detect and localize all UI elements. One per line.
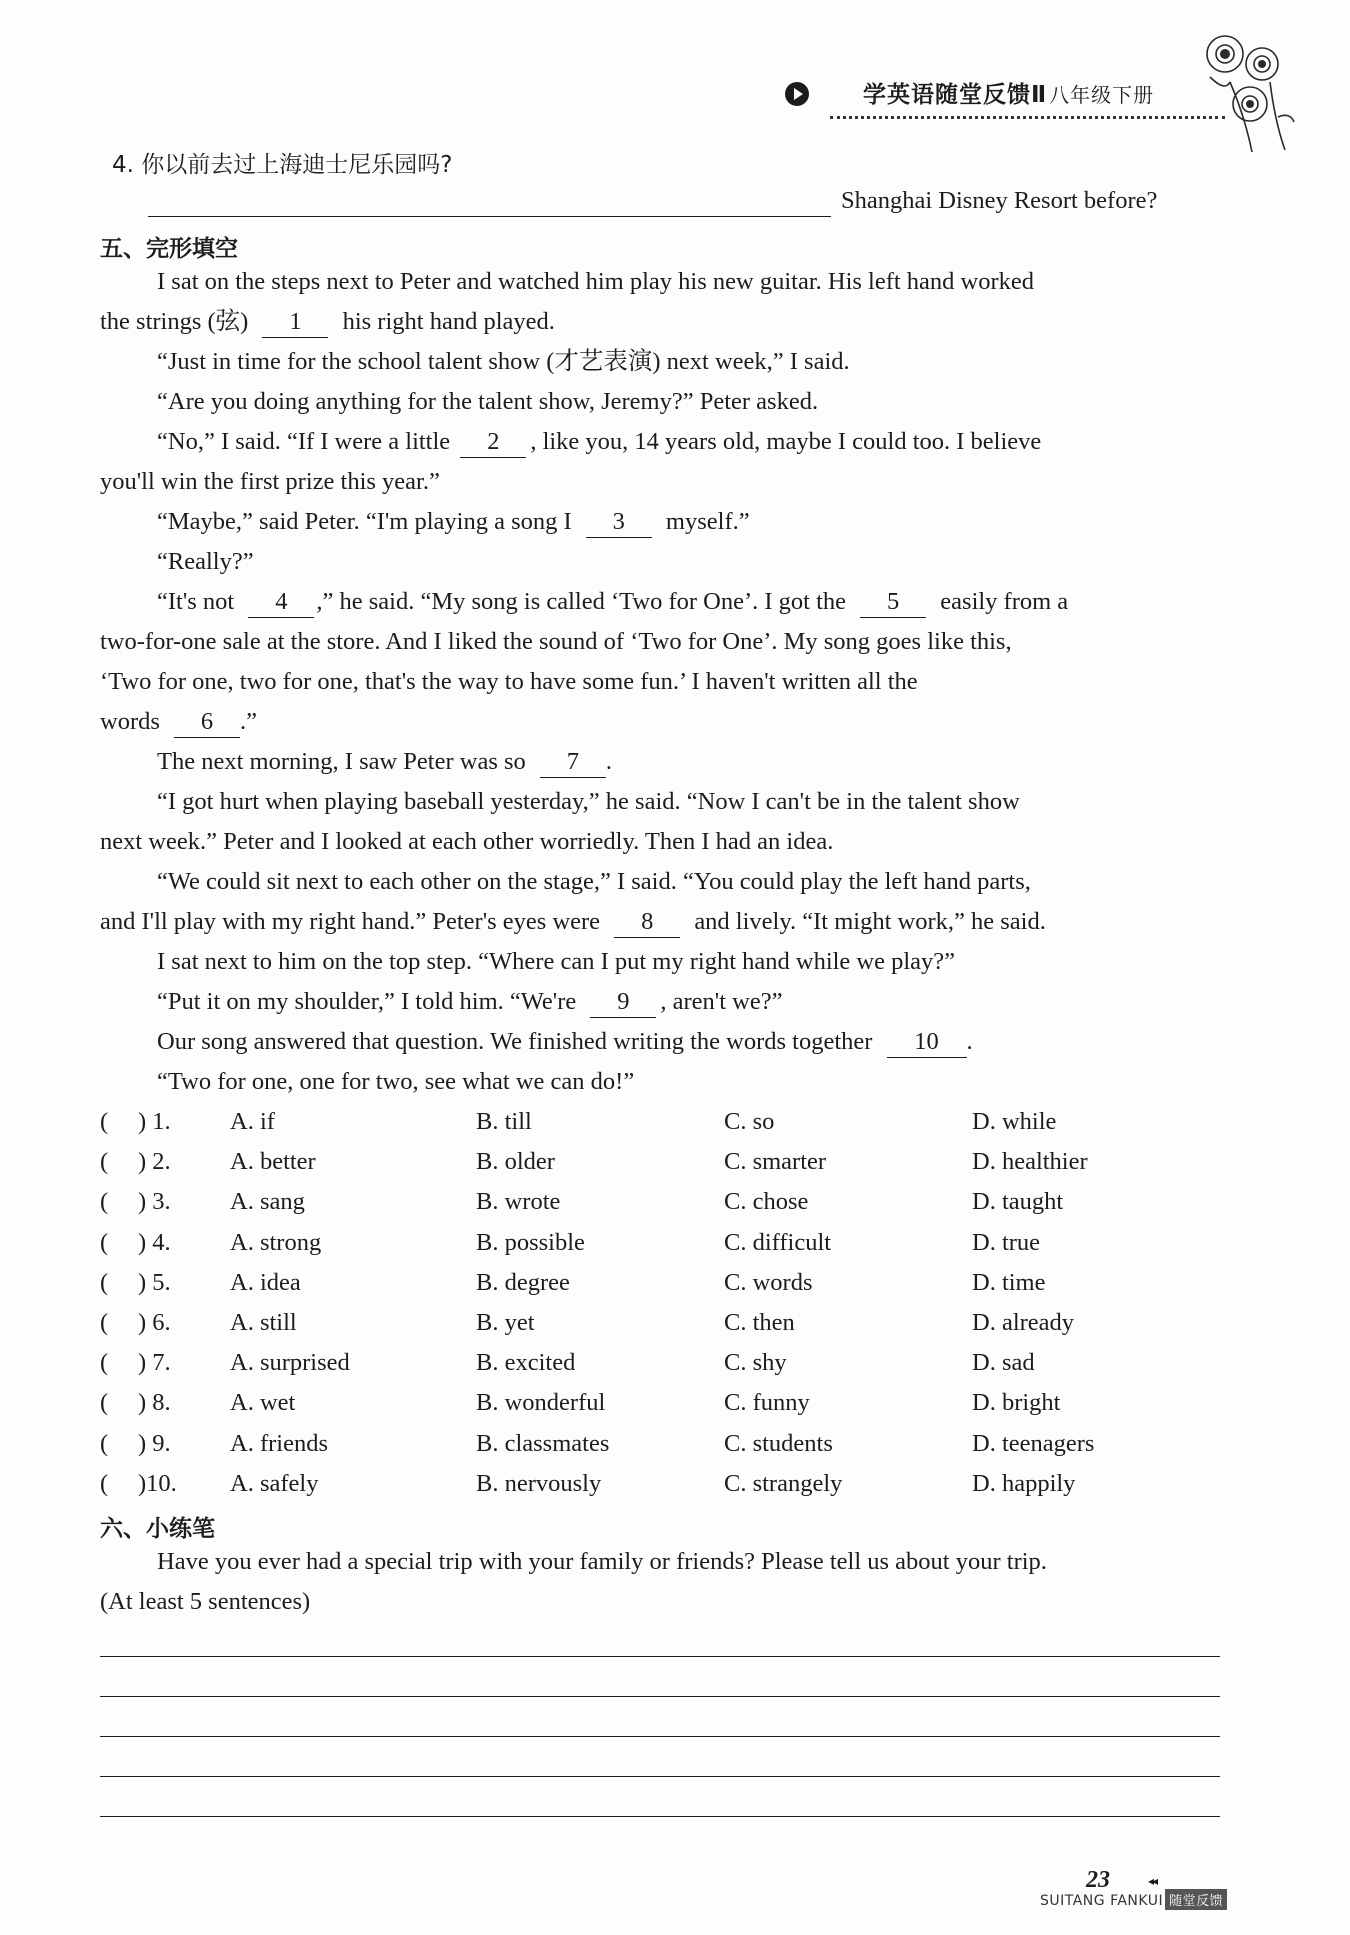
footer-brand	[1040, 1889, 1227, 1910]
passage-line: I sat on the steps next to Peter and watched him play his new guitar. His left hand worked	[157, 268, 1035, 295]
passage-text: words	[100, 708, 160, 735]
passage-line	[157, 982, 782, 1022]
option-a[interactable]: A. surprised	[230, 1349, 350, 1377]
page-number: 23	[1086, 1867, 1110, 1893]
passage-text: .	[966, 1028, 973, 1055]
option-d[interactable]: D. taught	[972, 1188, 1064, 1216]
passage-text: , like you, 14 years old, maybe I could too. I believe	[530, 428, 1042, 455]
option-c[interactable]: C. chose	[724, 1188, 809, 1216]
option-d[interactable]: D. healthier	[972, 1148, 1088, 1176]
blank-6[interactable]: 6	[174, 707, 240, 738]
option-a[interactable]: A. idea	[230, 1268, 301, 1296]
question-number: ) 8.	[138, 1389, 171, 1417]
passage-line	[100, 702, 257, 742]
option-c[interactable]: C. smarter	[724, 1148, 827, 1176]
passage-text: “Put it on my shoulder,” I told him. “We're	[157, 988, 577, 1015]
blank-1[interactable]: 1	[262, 307, 328, 338]
option-a[interactable]: A. strong	[230, 1228, 322, 1256]
passage-text: Our song answered that question. We finished writing the words together	[157, 1028, 873, 1055]
option-c[interactable]: C. shy	[724, 1349, 787, 1377]
option-b[interactable]: B. nervously	[476, 1469, 602, 1497]
page-header	[785, 72, 1225, 116]
passage-line: “Just in time for the school talent show (才艺表演) next week,” I said.	[157, 348, 850, 375]
option-c[interactable]: C. strangely	[724, 1469, 843, 1497]
writing-note: (At least 5 sentences)	[100, 1588, 311, 1615]
option-b[interactable]: B. yet	[476, 1309, 535, 1336]
passage-text: the strings (弦)	[100, 308, 249, 335]
q4-prompt: 4. 你以前去过上海迪士尼乐园吗?	[112, 152, 453, 178]
option-b[interactable]: B. degree	[476, 1268, 570, 1296]
option-b[interactable]: B. excited	[476, 1349, 576, 1377]
passage-text: “It's not	[157, 588, 235, 615]
choice-row	[100, 1303, 1230, 1343]
blank-3[interactable]: 3	[586, 507, 652, 538]
blank-9[interactable]: 9	[590, 987, 656, 1018]
choice-row	[100, 1343, 1230, 1383]
passage-line: I sat next to him on the top step. “Where can I put my right hand while we play?”	[157, 948, 956, 975]
double-left-arrow-icon: ◂◂	[1148, 1874, 1157, 1888]
option-c[interactable]: C. so	[724, 1108, 775, 1135]
answer-paren: (	[100, 1469, 109, 1497]
choice-row	[100, 1142, 1230, 1182]
option-b[interactable]: B. classmates	[476, 1429, 610, 1457]
passage-line: “I got hurt when playing baseball yesterday,” he said. “Now I can't be in the talent show	[157, 788, 1020, 815]
passage-text: .”	[240, 708, 258, 735]
writing-line[interactable]	[100, 1696, 1220, 1697]
answer-paren: (	[100, 1188, 109, 1216]
passage-text: his right hand played.	[342, 308, 555, 335]
answer-paren: (	[100, 1108, 109, 1135]
question-number: ) 5.	[138, 1268, 171, 1296]
writing-line[interactable]	[100, 1736, 1220, 1737]
passage-text: ,” he said. “My song is called ‘Two for One’. I got the	[316, 588, 847, 615]
passage-text: .	[605, 748, 613, 775]
passage-text: and I'll play with my right hand.” Peter's eyes were	[100, 908, 601, 935]
passage-line	[157, 582, 1068, 622]
passage-line	[100, 302, 555, 342]
answer-paren: (	[100, 1148, 109, 1176]
passage-line: “We could sit next to each other on the stage,” I said. “You could play the left hand parts,	[157, 868, 1031, 895]
option-d[interactable]: D. happily	[972, 1469, 1076, 1497]
option-b[interactable]: B. wonderful	[476, 1389, 606, 1417]
option-c[interactable]: C. funny	[724, 1389, 810, 1417]
option-a[interactable]: A. still	[230, 1309, 297, 1336]
option-d[interactable]: D. while	[972, 1108, 1057, 1135]
book-title: 学英语随堂反馈Ⅱ	[863, 82, 1048, 108]
passage-text: and lively. “It might work,” he said.	[694, 908, 1046, 935]
writing-prompt: Have you ever had a special trip with your family or friends? Please tell us about your trip.	[157, 1548, 1047, 1575]
passage-text: myself.”	[665, 508, 750, 535]
section6-heading: 六、小练笔	[100, 1516, 215, 1542]
passage-line	[157, 1022, 973, 1062]
question-number: ) 6.	[138, 1309, 171, 1336]
option-b[interactable]: B. till	[476, 1108, 532, 1135]
option-a[interactable]: A. safely	[230, 1469, 319, 1497]
passage-text: “No,” I said. “If I were a little	[157, 428, 451, 455]
question-number: ) 1.	[138, 1108, 171, 1135]
question-number: )10.	[138, 1469, 177, 1497]
brand-text: SUITANG FANKUI	[1040, 1893, 1164, 1909]
q4-tail: Shanghai Disney Resort before?	[841, 187, 1158, 214]
choice-row	[100, 1223, 1230, 1263]
passage-line	[157, 422, 1041, 462]
question-number: ) 3.	[138, 1188, 171, 1216]
option-d[interactable]: D. time	[972, 1268, 1046, 1296]
question-number: ) 9.	[138, 1429, 171, 1457]
passage-line: two-for-one sale at the store. And I liked the sound of ‘Two for One’. My song goes like this,	[100, 628, 1012, 655]
writing-line[interactable]	[100, 1816, 1220, 1817]
option-d[interactable]: D. already	[972, 1309, 1075, 1336]
choice-row	[100, 1383, 1230, 1423]
passage-line: “Really?”	[157, 548, 254, 575]
blank-2[interactable]: 2	[460, 427, 526, 458]
choice-row	[100, 1182, 1230, 1222]
flower-decoration-icon	[1190, 22, 1300, 157]
option-d[interactable]: D. true	[972, 1228, 1041, 1256]
blank-5[interactable]: 5	[860, 587, 926, 618]
answer-paren: (	[100, 1309, 109, 1336]
option-b[interactable]: B. possible	[476, 1228, 585, 1256]
passage-line	[100, 902, 1046, 942]
passage-line: you'll win the first prize this year.”	[100, 468, 440, 495]
option-c[interactable]: C. then	[724, 1309, 795, 1336]
option-d[interactable]: D. bright	[972, 1389, 1061, 1417]
answer-paren: (	[100, 1349, 109, 1377]
header-dotted-line	[830, 116, 1225, 119]
option-b[interactable]: B. older	[476, 1148, 555, 1176]
option-a[interactable]: A. if	[230, 1108, 275, 1135]
choice-row	[100, 1464, 1230, 1504]
blank-8[interactable]: 8	[614, 907, 680, 938]
blank-7[interactable]: 7	[540, 747, 606, 778]
answer-paren: (	[100, 1429, 109, 1457]
question-number: ) 4.	[138, 1228, 171, 1256]
section5-heading: 五、完形填空	[100, 236, 238, 262]
passage-text: The next morning, I saw Peter was so	[157, 748, 526, 775]
option-a[interactable]: A. friends	[230, 1429, 328, 1457]
header-title	[863, 76, 1154, 109]
option-d[interactable]: D. teenagers	[972, 1429, 1095, 1457]
writing-line[interactable]	[100, 1656, 1220, 1657]
answer-paren: (	[100, 1268, 109, 1296]
grade-label: 八年级下册	[1049, 83, 1155, 107]
passage-line: ‘Two for one, two for one, that's the way to have some fun.’ I haven't written all the	[100, 668, 918, 695]
passage-line	[157, 742, 612, 782]
choice-row	[100, 1424, 1230, 1464]
option-c[interactable]: C. words	[724, 1268, 813, 1296]
answer-paren: (	[100, 1228, 109, 1256]
answer-paren: (	[100, 1389, 109, 1417]
option-c[interactable]: C. difficult	[724, 1228, 832, 1256]
passage-text: easily from a	[940, 588, 1069, 615]
play-icon	[785, 82, 809, 106]
writing-line[interactable]	[100, 1776, 1220, 1777]
brand-box: 随堂反馈	[1165, 1889, 1227, 1910]
choice-row	[100, 1102, 1230, 1142]
passage-line: “Are you doing anything for the talent show, Jeremy?” Peter asked.	[157, 388, 819, 415]
q4-answer-line[interactable]	[148, 216, 831, 217]
option-c[interactable]: C. students	[724, 1429, 833, 1457]
passage-line: next week.” Peter and I looked at each other worriedly. Then I had an idea.	[100, 828, 834, 855]
option-a[interactable]: A. sang	[230, 1188, 305, 1216]
choice-row	[100, 1263, 1230, 1303]
question-number: ) 2.	[138, 1148, 171, 1176]
option-b[interactable]: B. wrote	[476, 1188, 561, 1216]
blank-4[interactable]: 4	[248, 587, 314, 618]
passage-text: “Maybe,” said Peter. “I'm playing a song I	[157, 508, 572, 535]
blank-10[interactable]: 10	[887, 1027, 967, 1058]
option-a[interactable]: A. wet	[230, 1389, 296, 1417]
question-number: ) 7.	[138, 1349, 171, 1377]
option-a[interactable]: A. better	[230, 1148, 316, 1176]
passage-text: , aren't we?”	[660, 988, 783, 1015]
passage-line	[157, 502, 750, 542]
option-d[interactable]: D. sad	[972, 1349, 1035, 1377]
passage-line: “Two for one, one for two, see what we can do!”	[157, 1068, 635, 1095]
